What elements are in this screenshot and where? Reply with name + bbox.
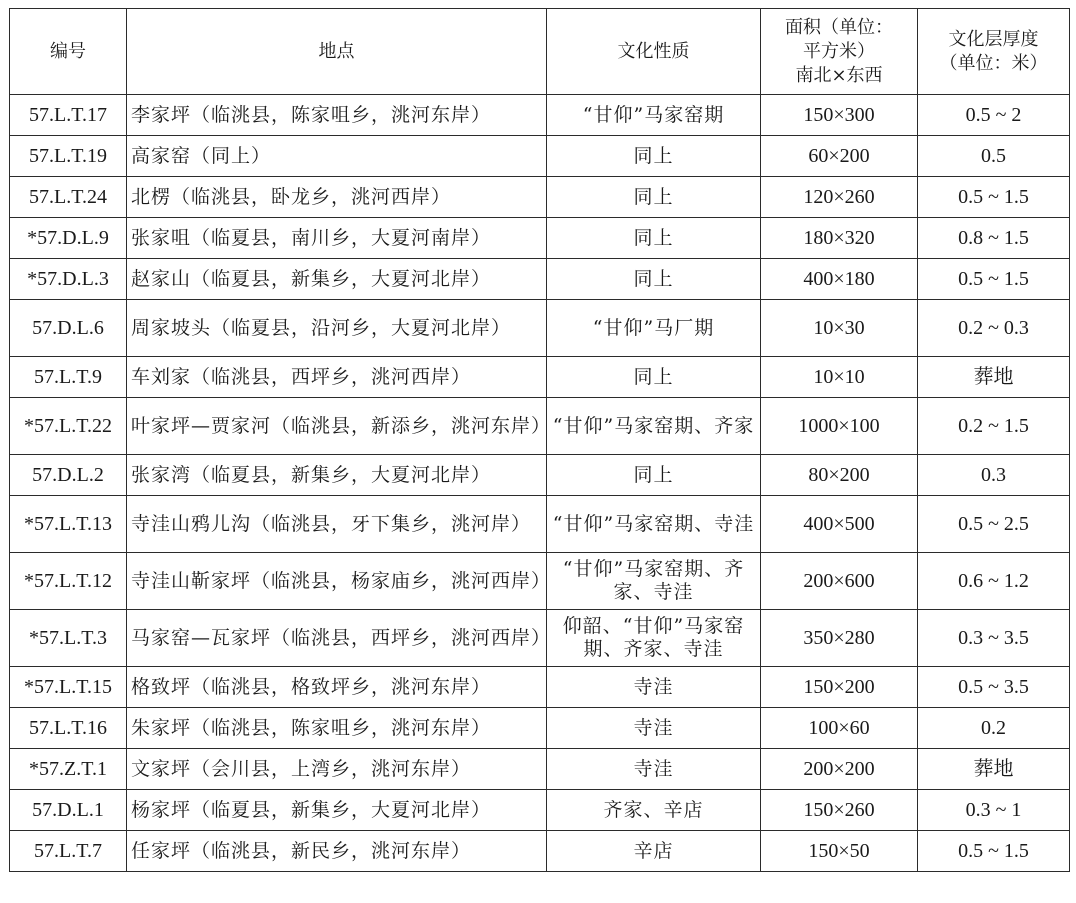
cell-thickness: 0.5 ~ 1.5 — [918, 259, 1070, 300]
table-row — [10, 667, 1070, 708]
cell-code: 57.L.T.24 — [10, 177, 127, 218]
cell-thickness: 0.3 ~ 3.5 — [918, 610, 1070, 667]
table-row — [10, 496, 1070, 553]
table-row — [10, 553, 1070, 610]
table-row — [10, 218, 1070, 259]
cell-area: 120×260 — [761, 177, 918, 218]
cell-location: 周家坡头（临夏县，沿河乡，大夏河北岸） — [127, 300, 547, 357]
cell-location: 赵家山（临夏县，新集乡，大夏河北岸） — [127, 259, 547, 300]
cell-area: 350×280 — [761, 610, 918, 667]
table-row — [10, 790, 1070, 831]
cell-code: *57.D.L.3 — [10, 259, 127, 300]
cell-location: 格致坪（临洮县，格致坪乡，洮河东岸） — [127, 667, 547, 708]
cell-location: 李家坪（临洮县，陈家咀乡，洮河东岸） — [127, 95, 547, 136]
cell-culture: “甘仰”马厂期 — [547, 300, 761, 357]
cell-thickness: 葬地 — [918, 357, 1070, 398]
site-table-container — [9, 8, 1070, 872]
table-row — [10, 300, 1070, 357]
cell-culture: “甘仰”马家窑期 — [547, 95, 761, 136]
table-row — [10, 259, 1070, 300]
cell-area: 60×200 — [761, 136, 918, 177]
cell-code: *57.Z.T.1 — [10, 749, 127, 790]
cell-culture: 齐家、辛店 — [547, 790, 761, 831]
cell-area: 400×500 — [761, 496, 918, 553]
cell-location: 张家湾（临夏县，新集乡，大夏河北岸） — [127, 455, 547, 496]
cell-culture: 同上 — [547, 136, 761, 177]
cell-area: 200×200 — [761, 749, 918, 790]
cell-culture: 寺洼 — [547, 749, 761, 790]
cell-location: 朱家坪（临洮县，陈家咀乡，洮河东岸） — [127, 708, 547, 749]
cell-location: 叶家坪—贾家河（临洮县，新添乡，洮河东岸） — [127, 398, 547, 455]
cell-culture: 辛店 — [547, 831, 761, 872]
table-row — [10, 177, 1070, 218]
cell-area: 150×260 — [761, 790, 918, 831]
cell-area: 150×200 — [761, 667, 918, 708]
cell-location: 北楞（临洮县，卧龙乡，洮河西岸） — [127, 177, 547, 218]
cell-code: 57.D.L.1 — [10, 790, 127, 831]
cell-code: *57.L.T.15 — [10, 667, 127, 708]
cell-code: *57.L.T.3 — [10, 610, 127, 667]
cell-thickness: 0.2 — [918, 708, 1070, 749]
cell-culture: 同上 — [547, 357, 761, 398]
cell-location: 杨家坪（临夏县，新集乡，大夏河北岸） — [127, 790, 547, 831]
cell-culture: 同上 — [547, 218, 761, 259]
cell-code: 57.D.L.6 — [10, 300, 127, 357]
cell-culture: 寺洼 — [547, 667, 761, 708]
cell-code: 57.L.T.17 — [10, 95, 127, 136]
cell-thickness: 葬地 — [918, 749, 1070, 790]
cell-code: 57.L.T.9 — [10, 357, 127, 398]
cell-thickness: 0.6 ~ 1.2 — [918, 553, 1070, 610]
cell-location: 高家窑（同上） — [127, 136, 547, 177]
cell-thickness: 0.5 ~ 1.5 — [918, 831, 1070, 872]
cell-area: 10×30 — [761, 300, 918, 357]
cell-thickness: 0.5 ~ 2 — [918, 95, 1070, 136]
cell-code: 57.L.T.7 — [10, 831, 127, 872]
cell-area: 1000×100 — [761, 398, 918, 455]
header-location: 地点 — [127, 9, 547, 95]
cell-location: 寺洼山鸦儿沟（临洮县，牙下集乡，洮河岸） — [127, 496, 547, 553]
cell-code: 57.D.L.2 — [10, 455, 127, 496]
table-row — [10, 610, 1070, 667]
cell-area: 100×60 — [761, 708, 918, 749]
header-thickness — [918, 9, 1070, 95]
cell-culture: “甘仰”马家窑期、寺洼 — [547, 496, 761, 553]
cell-thickness: 0.5 ~ 1.5 — [918, 177, 1070, 218]
cell-location: 文家坪（会川县，上湾乡，洮河东岸） — [127, 749, 547, 790]
header-culture: 文化性质 — [547, 9, 761, 95]
header-thickness-line1: 文化层厚度 — [948, 28, 1039, 50]
table-row — [10, 95, 1070, 136]
header-area — [761, 9, 918, 95]
header-code: 编号 — [10, 9, 127, 95]
cell-location: 张家咀（临夏县，南川乡，大夏河南岸） — [127, 218, 547, 259]
cell-thickness: 0.5 ~ 3.5 — [918, 667, 1070, 708]
table-row — [10, 455, 1070, 496]
cell-thickness: 0.5 — [918, 136, 1070, 177]
cell-area: 150×300 — [761, 95, 918, 136]
cell-thickness: 0.8 ~ 1.5 — [918, 218, 1070, 259]
cell-area: 180×320 — [761, 218, 918, 259]
cell-culture: 同上 — [547, 259, 761, 300]
header-area-line3: 南北×东西 — [795, 64, 883, 86]
cell-culture: 寺洼 — [547, 708, 761, 749]
cell-code: 57.L.T.16 — [10, 708, 127, 749]
cell-culture: 同上 — [547, 177, 761, 218]
cell-location: 马家窑—瓦家坪（临洮县，西坪乡，洮河西岸） — [127, 610, 547, 667]
cell-code: *57.L.T.22 — [10, 398, 127, 455]
cell-area: 200×600 — [761, 553, 918, 610]
table-row — [10, 398, 1070, 455]
cell-location: 车刘家（临洮县，西坪乡，洮河西岸） — [127, 357, 547, 398]
table-header-row — [10, 9, 1070, 95]
cell-code: *57.L.T.13 — [10, 496, 127, 553]
cell-culture: “甘仰”马家窑期、齐家 — [547, 398, 761, 455]
table-row — [10, 357, 1070, 398]
cell-thickness: 0.3 ~ 1 — [918, 790, 1070, 831]
cell-area: 400×180 — [761, 259, 918, 300]
cell-culture: 同上 — [547, 455, 761, 496]
cell-culture: 仰韶、“甘仰”马家窑期、齐家、寺洼 — [547, 610, 761, 667]
cell-thickness: 0.5 ~ 2.5 — [918, 496, 1070, 553]
site-survey-table — [9, 8, 1070, 872]
table-row — [10, 831, 1070, 872]
cell-code: *57.L.T.12 — [10, 553, 127, 610]
cell-location: 寺洼山靳家坪（临洮县，杨家庙乡，洮河西岸） — [127, 553, 547, 610]
cell-thickness: 0.3 — [918, 455, 1070, 496]
header-area-line2: 平方米） — [803, 40, 875, 62]
header-thickness-line2: （单位：米） — [939, 52, 1048, 74]
cell-culture: “甘仰”马家窑期、齐家、寺洼 — [547, 553, 761, 610]
table-row — [10, 136, 1070, 177]
header-area-line1: 面积（单位： — [785, 16, 893, 38]
cell-area: 150×50 — [761, 831, 918, 872]
table-row — [10, 749, 1070, 790]
table-row — [10, 708, 1070, 749]
cell-code: *57.D.L.9 — [10, 218, 127, 259]
cell-location: 任家坪（临洮县，新民乡，洮河东岸） — [127, 831, 547, 872]
cell-area: 10×10 — [761, 357, 918, 398]
cell-thickness: 0.2 ~ 0.3 — [918, 300, 1070, 357]
cell-code: 57.L.T.19 — [10, 136, 127, 177]
cell-thickness: 0.2 ~ 1.5 — [918, 398, 1070, 455]
cell-area: 80×200 — [761, 455, 918, 496]
